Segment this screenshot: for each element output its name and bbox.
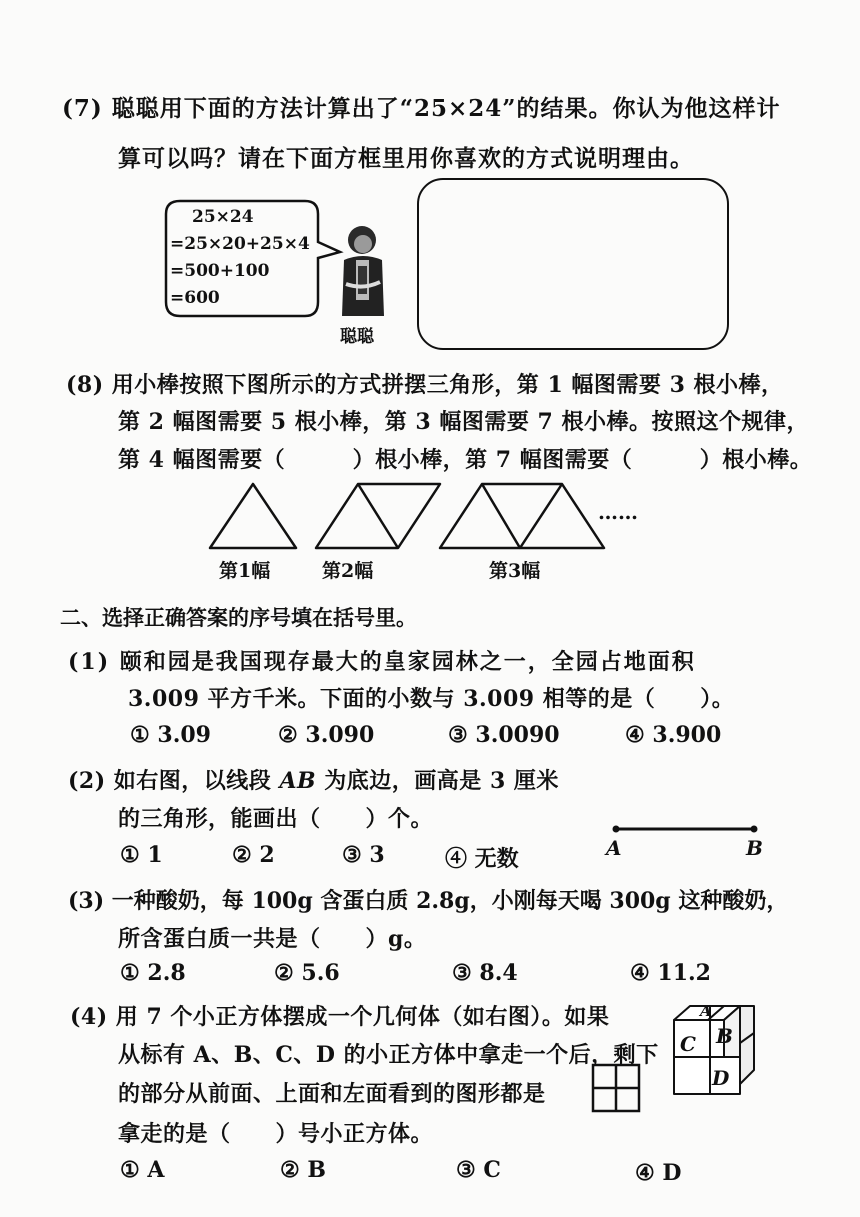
q7-line2: 算可以吗？请在下面方框里用你喜欢的方式说明理由。 xyxy=(118,145,694,172)
caption-fig3: 第3幅 xyxy=(489,560,541,582)
cube-label-c: C xyxy=(680,1032,696,1056)
person-label: 聪聪 xyxy=(340,327,374,347)
c2-option-2[interactable]: ② 2 xyxy=(232,842,275,868)
c3-option-3[interactable]: ③ 8.4 xyxy=(452,960,518,986)
point-a-label: A xyxy=(606,836,622,860)
view-grid-icon xyxy=(592,1064,642,1114)
c3-option-4[interactable]: ④ 11.2 xyxy=(630,960,711,986)
c3-line1: (3) 一种酸奶，每 100g 含蛋白质 2.8g，小刚每天喝 300g 这种酸奶， xyxy=(68,888,789,914)
c2-line2: 的三角形，能画出（ ）个。 xyxy=(118,806,434,832)
c3-option-1[interactable]: ① 2.8 xyxy=(120,960,186,986)
ellipsis: …… xyxy=(598,500,638,524)
cube-label-b: B xyxy=(716,1024,733,1048)
c4-line1: (4) 用 7 个小正方体摆成一个几何体（如右图）。如果 xyxy=(70,1004,610,1030)
c2-option-4[interactable]: ④ 无数 xyxy=(445,846,519,872)
c1-option-4[interactable]: ④ 3.900 xyxy=(625,722,722,748)
q8-line1: (8) 用小棒按照下图所示的方式拼摆三角形，第 1 幅图需要 3 根小棒， xyxy=(66,372,784,398)
bubble-line-3: =500+100 xyxy=(170,261,270,281)
c2-line1-a: (2) 如右图，以线段 xyxy=(68,768,280,794)
bubble-line-2: =25×20+25×4 xyxy=(170,234,310,254)
c1-option-3[interactable]: ③ 3.0090 xyxy=(448,722,560,748)
section-title: 二、选择正确答案的序号填在括号里。 xyxy=(60,605,417,630)
c3-option-2[interactable]: ② 5.6 xyxy=(274,960,340,986)
bubble-line-1: 25×24 xyxy=(192,207,254,227)
point-b-label: B xyxy=(746,836,763,860)
c4-line3: 的部分从前面、上面和左面看到的图形都是 xyxy=(118,1081,546,1107)
c4-line2: 从标有 A、B、C、D 的小正方体中拿走一个后，剩下 xyxy=(118,1042,659,1068)
c4-option-1[interactable] xyxy=(120,1157,164,1183)
c4-option-2[interactable] xyxy=(280,1157,326,1183)
c2-line1-ab: AB xyxy=(279,768,317,794)
c1-option-1[interactable]: ① 3.09 xyxy=(130,722,211,748)
bubble-line-4: =600 xyxy=(170,288,220,308)
cube-label-d: D xyxy=(712,1066,730,1090)
caption-fig1: 第1幅 xyxy=(219,560,271,582)
c1-line2: 3.009 平方千米。下面的小数与 3.009 相等的是（ ）。 xyxy=(128,686,735,712)
c4-option-1-text: ① A xyxy=(120,1157,165,1183)
cube-label-a: A xyxy=(700,1002,712,1020)
c2-option-3[interactable]: ③ 3 xyxy=(342,842,385,868)
q8-line2: 第 2 幅图需要 5 根小棒，第 3 幅图需要 7 根小棒。按照这个规律， xyxy=(118,409,810,435)
q8-line3: 第 4 幅图需要（ ）根小棒，第 7 幅图需要（ ）根小棒。 xyxy=(118,447,813,473)
c4-option-4[interactable] xyxy=(635,1160,681,1186)
c4-option-2-text: ② B xyxy=(280,1157,326,1183)
c4-line4: 拿走的是（ ）号小正方体。 xyxy=(118,1121,434,1147)
c2-option-1[interactable]: ① 1 xyxy=(120,842,163,868)
c3-line2: 所含蛋白质一共是（ ）g。 xyxy=(118,926,427,952)
c4-option-3[interactable] xyxy=(456,1157,501,1183)
c4-option-4-text: ④ D xyxy=(635,1160,682,1186)
c4-option-3-text: ③ C xyxy=(456,1157,501,1183)
c1-option-2[interactable]: ② 3.090 xyxy=(278,722,375,748)
c1-line1: (1) 颐和园是我国现存最大的皇家园林之一，全园占地面积 xyxy=(68,649,696,675)
q7-line1: (7) 聪聪用下面的方法计算出了“25×24”的结果。你认为他这样计 xyxy=(62,95,781,122)
c2-line1-b: 为底边，画高是 3 厘米 xyxy=(316,768,559,794)
caption-fig2: 第2幅 xyxy=(322,560,374,582)
